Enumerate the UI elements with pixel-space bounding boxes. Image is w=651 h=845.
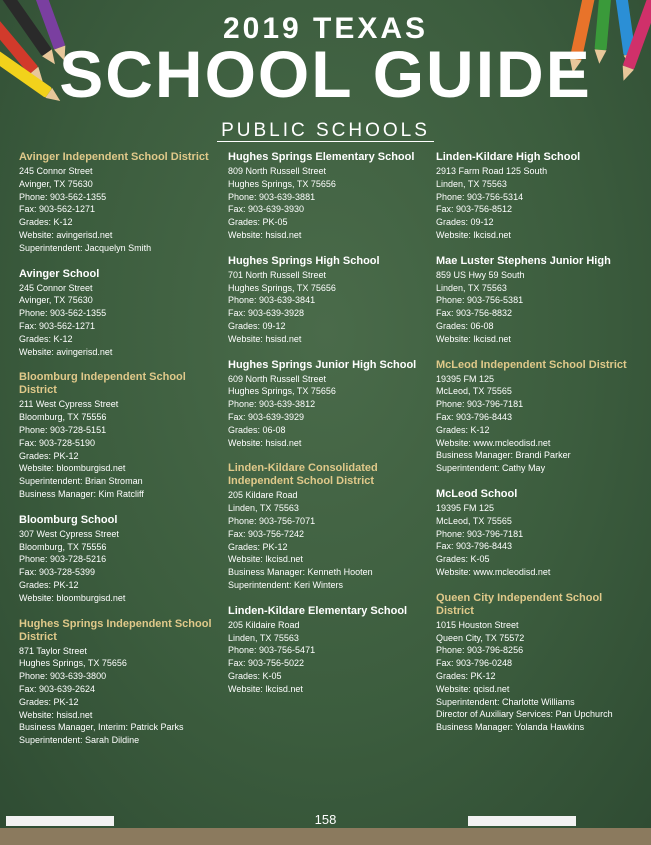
school-name: Avinger School [19, 267, 100, 280]
entry-detail-line: Website: hsisd.net [228, 229, 302, 240]
title-year: 2019 TEXAS [222, 12, 429, 45]
district-entry [19, 371, 224, 500]
entry-detail-line: Grades: PK-12 [19, 696, 79, 707]
entry-detail-line: Business Manager: Kenneth Hooten [228, 567, 373, 578]
subtitle [0, 120, 651, 142]
district-entry [436, 592, 641, 734]
entry-detail-line: Hughes Springs, TX 75656 [19, 658, 127, 669]
entry-detail-line: Website: lkcisd.net [436, 333, 511, 344]
entry-detail-line: Linden, TX 75563 [228, 632, 299, 643]
entry-detail-line: Fax: 903-639-3928 [228, 308, 305, 319]
district-name: Hughes Springs Independent School District [19, 617, 212, 643]
school-entry [228, 605, 433, 696]
entry-detail-line: Fax: 903-796-8443 [436, 541, 513, 552]
entry-detail-line: Fax: 903-728-5399 [19, 567, 96, 578]
entry-detail-line: Queen City, TX 75572 [436, 632, 525, 643]
school-name: Bloomburg School [19, 513, 118, 526]
entry-detail-line: Phone: 903-756-5381 [436, 295, 524, 306]
entry-detail-line: Hughes Springs, TX 75656 [228, 282, 336, 293]
entry-detail-line: Fax: 903-639-3929 [228, 411, 305, 422]
entry-detail-line: Fax: 903-756-8832 [436, 308, 513, 319]
entry-detail-line: Fax: 903-796-0248 [436, 658, 513, 669]
entry-detail-line: McLeod, TX 75565 [436, 386, 512, 397]
entry-detail-line: Grades: PK-05 [228, 217, 288, 228]
school-name: Hughes Springs Junior High School [228, 358, 417, 371]
entry-detail-line: Phone: 903-728-5151 [19, 424, 107, 435]
school-entry [19, 268, 224, 359]
entry-detail-line: Fax: 903-756-7242 [228, 528, 305, 539]
school-entry [436, 255, 641, 346]
entry-detail-line: Website: bloomburgisd.net [19, 592, 126, 603]
school-entry [228, 255, 433, 346]
entry-detail-line: Avinger, TX 75630 [19, 178, 93, 189]
district-name: McLeod Independent School District [436, 358, 627, 371]
school-entry [436, 488, 641, 579]
school-name: Mae Luster Stephens Junior High [436, 254, 611, 267]
entry-detail-line: Grades: K-05 [436, 554, 490, 565]
entry-detail-line: Superintendent: Cathy May [436, 463, 546, 474]
entry-detail-line: 245 Connor Street [19, 166, 93, 176]
entry-detail-line: Hughes Springs, TX 75656 [228, 386, 336, 397]
entry-detail-line: Superintendent: Jacquelyn Smith [19, 242, 152, 253]
subtitle-text: PUBLIC SCHOOLS [217, 120, 434, 142]
school-entry [228, 359, 433, 450]
column-3 [436, 151, 641, 747]
entry-detail-line: Grades: PK-12 [19, 579, 79, 590]
entry-detail-line: Superintendent: Sarah Dildine [19, 735, 140, 746]
page-title: SCHOOL GUIDE [59, 37, 592, 111]
entry-detail-line: Phone: 903-639-3841 [228, 295, 316, 306]
entry-detail-line: Website: lkcisd.net [228, 554, 303, 565]
entry-detail-line: 205 Kildare Road [228, 490, 298, 501]
entry-detail-line: Bloomburg, TX 75556 [19, 412, 107, 423]
entry-detail-line: Hughes Springs, TX 75656 [228, 178, 336, 189]
entry-detail-line: Linden, TX 75563 [228, 503, 299, 514]
entry-detail-line: McLeod, TX 75565 [436, 515, 512, 526]
district-name: Avinger Independent School District [19, 151, 209, 163]
entry-detail-line: Grades: K-05 [228, 670, 282, 681]
entry-detail-line: Website: hsisd.net [19, 709, 93, 720]
chalk-ledge [0, 828, 651, 845]
entry-detail-line: Superintendent: Brian Stroman [19, 476, 143, 487]
entry-detail-line: Grades: PK-12 [228, 541, 288, 552]
school-entry [436, 151, 641, 242]
school-name: Hughes Springs Elementary School [228, 151, 415, 163]
entry-detail-line: Grades: PK-12 [19, 450, 79, 461]
entry-detail-line: Fax: 903-756-5022 [228, 658, 305, 669]
district-entry [19, 151, 224, 255]
entry-detail-line: Website: hsisd.net [228, 437, 302, 448]
entry-detail-line: 809 North Russell Street [228, 166, 327, 176]
entry-detail-line: Phone: 903-796-7181 [436, 528, 524, 539]
entry-detail-line: Grades: K-12 [436, 424, 490, 435]
entry-detail-line: Website: avingerisd.net [19, 229, 113, 240]
entry-detail-line: 307 West Cypress Street [19, 528, 119, 539]
entry-detail-line: Fax: 903-728-5190 [19, 437, 96, 448]
entry-detail-line: Phone: 903-756-5471 [228, 645, 316, 656]
district-entry [228, 462, 433, 591]
entry-detail-line: Grades: 09-12 [228, 320, 286, 331]
entry-detail-line: Superintendent: Keri Winters [228, 579, 344, 590]
column-2 [228, 151, 433, 709]
entry-detail-line: Phone: 903-796-8256 [436, 645, 524, 656]
entry-detail-line: Website: www.mcleodisd.net [436, 566, 551, 577]
entry-detail-line: Phone: 903-796-7181 [436, 399, 524, 410]
entry-detail-line: Fax: 903-562-1271 [19, 320, 96, 331]
entry-detail-line: 859 US Hwy 59 South [436, 269, 525, 280]
entry-detail-line: 701 North Russell Street [228, 269, 327, 280]
entry-detail-line: 1015 Houston Street [436, 619, 519, 630]
entry-detail-line: 211 West Cypress Street [19, 399, 119, 410]
entry-detail-line: Linden, TX 75563 [436, 178, 507, 189]
entry-detail-line: Grades: PK-12 [436, 670, 496, 681]
entry-detail-line: 871 Taylor Street [19, 645, 87, 656]
entry-detail-line: Phone: 903-756-5314 [436, 191, 524, 202]
entry-detail-line: Phone: 903-639-3800 [19, 671, 107, 682]
entry-detail-line: 609 North Russell Street [228, 373, 327, 384]
district-name: Bloomburg Independent School District [19, 371, 186, 397]
entry-detail-line: 205 Kildaire Road [228, 619, 300, 630]
entry-detail-line: Fax: 903-562-1271 [19, 204, 96, 215]
entry-detail-line: Bloomburg, TX 75556 [19, 541, 107, 552]
entry-detail-line: Fax: 903-639-3930 [228, 204, 305, 215]
entry-detail-line: Business Manager: Brandi Parker [436, 450, 571, 461]
school-entry [19, 514, 224, 605]
entry-detail-line: Grades: 06-08 [436, 320, 494, 331]
page-number: 158 [314, 812, 337, 827]
entry-detail-line: Business Manager, Interim: Patrick Parks [19, 722, 184, 733]
entry-detail-line: Phone: 903-562-1355 [19, 191, 107, 202]
entry-detail-line: 19395 FM 125 [436, 373, 495, 384]
entry-detail-line: 2913 Farm Road 125 South [436, 166, 548, 176]
entry-detail-line: 245 Connor Street [19, 282, 93, 293]
entry-detail-line: Business Manager: Yolanda Hawkins [436, 722, 585, 733]
entry-detail-line: Superintendent: Charlotte Williams [436, 696, 575, 707]
column-1 [19, 151, 224, 760]
entry-detail-line: Fax: 903-756-8512 [436, 204, 513, 215]
entry-detail-line: Website: lkcisd.net [228, 683, 303, 694]
district-entry [436, 359, 641, 475]
entry-detail-line: Website: bloomburgisd.net [19, 463, 126, 474]
entry-detail-line: Business Manager: Kim Ratcliff [19, 488, 144, 499]
entry-detail-line: Website: avingerisd.net [19, 346, 113, 357]
entry-detail-line: Website: qcisd.net [436, 683, 510, 694]
entry-detail-line: Phone: 903-639-3881 [228, 191, 316, 202]
entry-detail-line: Linden, TX 75563 [436, 282, 507, 293]
entry-detail-line: Website: hsisd.net [228, 333, 302, 344]
entry-detail-line: Website: www.mcleodisd.net [436, 437, 551, 448]
district-entry [19, 618, 224, 747]
entry-detail-line: Director of Auxiliary Services: Pan Upchurch [436, 709, 613, 720]
entry-detail-line: Fax: 903-796-8443 [436, 411, 513, 422]
entry-detail-line: Fax: 903-639-2624 [19, 683, 96, 694]
school-name: Linden-Kildare High School [436, 151, 581, 163]
entry-detail-line: 19395 FM 125 [436, 502, 495, 513]
entry-detail-line: Phone: 903-639-3812 [228, 399, 316, 410]
entry-detail-line: Website: lkcisd.net [436, 229, 511, 240]
entry-detail-line: Grades: 09-12 [436, 217, 494, 228]
school-entry [228, 151, 433, 242]
entry-detail-line: Avinger, TX 75630 [19, 295, 93, 306]
school-name: Linden-Kildare Elementary School [228, 604, 408, 617]
school-name: McLeod School [436, 487, 518, 500]
entry-detail-line: Grades: 06-08 [228, 424, 286, 435]
entry-detail-line: Phone: 903-562-1355 [19, 308, 107, 319]
entry-detail-line: Phone: 903-756-7071 [228, 515, 316, 526]
school-name: Hughes Springs High School [228, 254, 380, 267]
entry-detail-line: Grades: K-12 [19, 333, 73, 344]
entry-detail-line: Phone: 903-728-5216 [19, 554, 107, 565]
district-name: Linden-Kildare Consolidated Independent School District [228, 462, 378, 488]
entry-detail-line: Grades: K-12 [19, 217, 73, 228]
district-name: Queen City Independent School District [436, 591, 603, 617]
